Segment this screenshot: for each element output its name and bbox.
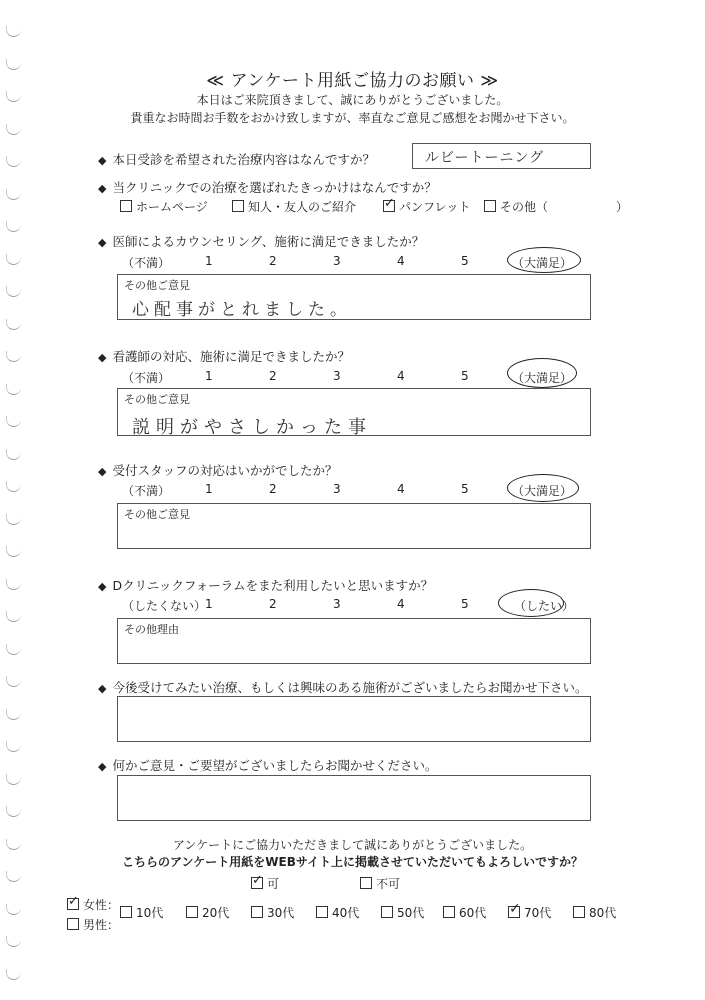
scale-low-label: （したくない） [122, 599, 207, 613]
scale-1[interactable]: 1 [205, 369, 213, 383]
question-2: ◆ 当クリニックでの治療を選ばれたきっかけはなんですか？ [98, 180, 437, 195]
question-1: ◆ 本日受診を希望された治療内容はなんですか？ [98, 152, 375, 167]
checkbox-icon[interactable] [573, 906, 585, 918]
scale-low-label: （不満） [122, 256, 171, 270]
checkbox-icon[interactable] [120, 200, 132, 212]
option-homepage[interactable]: ホームページ [120, 198, 208, 215]
checkbox-checked-icon[interactable]: ✓ [509, 901, 521, 917]
binder-hole [6, 351, 21, 362]
checkbox-icon[interactable] [360, 877, 372, 889]
binder-hole [6, 676, 21, 687]
binder-hole [6, 936, 21, 947]
binder-hole [6, 254, 21, 265]
gender-male[interactable]: 男性： [67, 916, 119, 933]
binder-hole [6, 221, 21, 232]
binder-hole [6, 806, 21, 817]
binder-hole [6, 611, 21, 622]
scale-1[interactable]: 1 [205, 597, 213, 611]
scale-2[interactable]: 2 [269, 369, 277, 383]
checkbox-icon[interactable] [67, 918, 79, 930]
scale-1[interactable]: 1 [205, 254, 213, 268]
scale-3[interactable]: 3 [333, 369, 341, 383]
question-3: ◆ 医師によるカウンセリング、施術に満足できましたか？ [98, 234, 425, 249]
diamond-bullet-icon: ◆ [98, 154, 107, 167]
scale-low-label: （不満） [122, 484, 171, 498]
intro-line-2: 貴重なお時間お手数をおかけ致しますが、率直なご意見ご感想をお聞かせ下さい。 [130, 111, 575, 125]
checkbox-icon[interactable] [186, 906, 198, 918]
diamond-bullet-icon: ◆ [98, 580, 107, 593]
page-title: ≪ アンケート用紙ご協力のお願い ≫ [206, 71, 499, 91]
age-10s[interactable]: 10代 [120, 904, 163, 921]
binder-hole [6, 514, 21, 525]
scale-high-label[interactable]: （大満足） [512, 256, 573, 270]
checkbox-icon[interactable] [316, 906, 328, 918]
selection-circle [507, 358, 577, 388]
binder-hole [6, 741, 21, 752]
question-6: ◆ Dクリニックフォーラムをまた利用したいと思いますか？ [98, 578, 434, 593]
treatment-answer-field[interactable] [412, 143, 591, 169]
reuse-reason-box[interactable]: その他理由 [117, 618, 591, 664]
checkbox-icon[interactable] [251, 906, 263, 918]
binder-hole [6, 481, 21, 492]
diamond-bullet-icon: ◆ [98, 682, 107, 695]
doctor-comment-box[interactable]: その他ご意見 心配事がとれました。 [117, 274, 591, 320]
scale-2[interactable]: 2 [269, 254, 277, 268]
scale-5[interactable]: 5 [461, 369, 469, 383]
staff-comment-box[interactable]: その他ご意見 [117, 503, 591, 549]
intro-line-1: 本日はご来院頂きまして、誠にありがとうございました。 [196, 93, 509, 107]
scale-4[interactable]: 4 [397, 369, 405, 383]
checkbox-checked-icon[interactable]: ✓ [252, 873, 263, 888]
binder-hole [6, 709, 21, 720]
scale-low-label: （不満） [122, 371, 171, 385]
age-20s[interactable]: 20代 [186, 904, 229, 921]
option-other[interactable]: その他（ [484, 198, 548, 215]
checkbox-checked-icon[interactable]: ✓ [68, 894, 79, 909]
binder-hole [6, 319, 21, 330]
binder-hole [6, 579, 21, 590]
binder-hole [6, 449, 21, 460]
scale-high-label[interactable]: （大満足） [512, 371, 573, 385]
binder-hole [6, 644, 21, 655]
checkbox-icon[interactable] [232, 200, 244, 212]
age-80s[interactable]: 80代 [573, 904, 616, 921]
selection-circle [507, 474, 579, 502]
question-5: ◆ 受付スタッフの対応はいかがでしたか？ [98, 463, 338, 478]
option-pamphlet[interactable]: ✓ パンフレット [384, 196, 471, 214]
diamond-bullet-icon: ◆ [98, 236, 107, 249]
scale-4[interactable]: 4 [397, 482, 405, 496]
feedback-box[interactable] [117, 775, 591, 821]
scale-3[interactable]: 3 [333, 254, 341, 268]
age-50s[interactable]: 50代 [381, 904, 424, 921]
gender-female[interactable]: ✓ 女性： [68, 894, 120, 912]
scale-3[interactable]: 3 [333, 597, 341, 611]
selection-circle [498, 589, 564, 617]
scale-2[interactable]: 2 [269, 597, 277, 611]
selection-circle [507, 247, 581, 273]
age-60s[interactable]: 60代 [443, 904, 486, 921]
checkbox-icon[interactable] [484, 200, 496, 212]
binder-hole [6, 546, 21, 557]
scale-1[interactable]: 1 [205, 482, 213, 496]
option-referral[interactable]: 知人・友人のご紹介 [232, 198, 356, 215]
question-4: ◆ 看護師の対応、施術に満足できましたか？ [98, 349, 350, 364]
binder-hole [6, 26, 21, 37]
binder-hole [6, 156, 21, 167]
checkbox-icon[interactable] [381, 906, 393, 918]
diamond-bullet-icon: ◆ [98, 465, 107, 478]
permission-no[interactable]: 不可 [360, 875, 400, 892]
question-7: ◆ 今後受けてみたい治療、もしくは興味のある施術がございましたらお聞かせ下さい。 [98, 680, 588, 695]
binder-hole [6, 416, 21, 427]
nurse-comment-text: 説明がやさしかった事 [132, 417, 372, 438]
scale-5[interactable]: 5 [461, 482, 469, 496]
nurse-comment-box[interactable]: その他ご意見 説明がやさしかった事 [117, 388, 591, 436]
binder-hole [6, 189, 21, 200]
footer-permission: こちらのアンケート用紙をWEBサイト上に掲載させていただいてもよろしいですか？ [121, 855, 584, 869]
scale-3[interactable]: 3 [333, 482, 341, 496]
binder-hole [6, 286, 21, 297]
scale-high-label[interactable]: （大満足） [512, 484, 573, 498]
age-70s[interactable]: ✓ 70代 [509, 901, 552, 920]
binder-hole [6, 384, 21, 395]
age-40s[interactable]: 40代 [316, 904, 359, 921]
scale-high-label[interactable]: （したい） [514, 599, 575, 613]
age-30s[interactable]: 30代 [251, 904, 294, 921]
permission-yes[interactable]: ✓ 可 [252, 873, 280, 891]
diamond-bullet-icon: ◆ [98, 351, 107, 364]
scale-4[interactable]: 4 [397, 597, 405, 611]
checkbox-checked-icon[interactable]: ✓ [384, 196, 395, 211]
diamond-bullet-icon: ◆ [98, 760, 107, 773]
binder-hole [6, 871, 21, 882]
binder-hole [6, 969, 21, 980]
scale-5[interactable]: 5 [461, 254, 469, 268]
footer-thanks: アンケートにご協力いただきまして誠にありがとうございました。 [172, 838, 533, 852]
treatment-answer-text: ルビートーニング [425, 150, 545, 166]
scale-2[interactable]: 2 [269, 482, 277, 496]
doctor-comment-text: 心配事がとれました。 [132, 300, 352, 320]
checkbox-icon[interactable] [443, 906, 455, 918]
scale-5[interactable]: 5 [461, 597, 469, 611]
binder-hole [6, 774, 21, 785]
binder-hole [6, 904, 21, 915]
checkbox-icon[interactable] [120, 906, 132, 918]
diamond-bullet-icon: ◆ [98, 182, 107, 195]
future-treatment-box[interactable] [117, 696, 591, 742]
option-other-close: ） [616, 200, 629, 214]
question-8: ◆ 何かご意見・ご要望がございましたらお聞かせください。 [98, 758, 438, 773]
scale-4[interactable]: 4 [397, 254, 405, 268]
